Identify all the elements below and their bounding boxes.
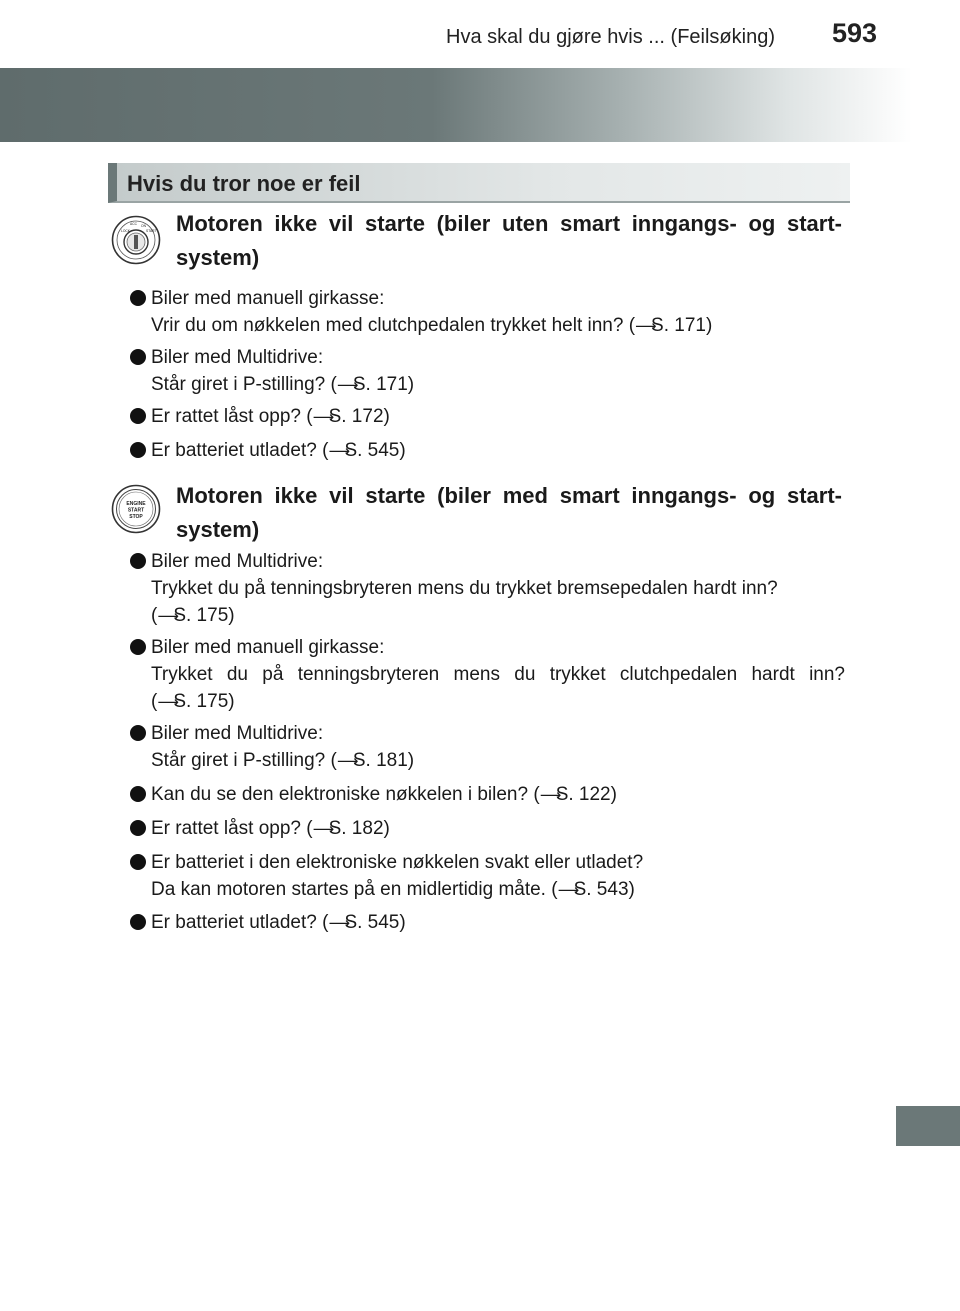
bullet-text	[151, 747, 850, 775]
icon-label-start: START	[127, 507, 145, 514]
bullet-dot	[130, 349, 146, 365]
icon-label-lock: LOCK	[121, 229, 130, 233]
list-item	[130, 403, 850, 431]
list-item	[130, 815, 850, 843]
bullet-text	[151, 876, 850, 904]
arrow-right-icon: ⟶	[539, 787, 562, 804]
bullet-text: Biler med manuell girkasse:	[151, 288, 385, 309]
topic-title	[176, 479, 842, 547]
list-item	[130, 634, 850, 716]
page-reference[interactable]: S. 545)	[344, 440, 406, 461]
chapter-side-tab	[896, 1106, 960, 1146]
bullet-text: Biler med Multidrive:	[151, 347, 324, 368]
bullet-text-part: (	[151, 605, 158, 626]
bullet-text-part: (	[151, 691, 158, 712]
list-item	[130, 344, 850, 399]
arrow-right-icon: ⟶	[336, 753, 359, 770]
arrow-right-icon: ⟶	[312, 821, 335, 838]
section-title: Hvis du tror noe er feil	[127, 171, 361, 196]
bullet-dot	[130, 408, 146, 424]
list-item	[130, 909, 850, 937]
icon-label-start: START	[146, 229, 157, 233]
bullet-text	[151, 688, 850, 716]
bullet-text: Biler med Multidrive:	[151, 723, 324, 744]
topic-title-line: system)	[176, 245, 260, 270]
bullet-text-part: Er batteriet utladet? (	[151, 440, 329, 461]
bullet-dot	[130, 725, 146, 741]
icon-label-engine: ENGINE	[126, 501, 146, 507]
bullet-text-part: Er rattet låst opp? (	[151, 818, 313, 839]
page-reference[interactable]: S. 175)	[173, 605, 235, 626]
bullet-text	[151, 602, 850, 630]
list-item	[130, 849, 850, 904]
bullet-dot	[130, 639, 146, 655]
page-reference[interactable]: S. 171)	[352, 374, 415, 395]
bullet-dot	[130, 553, 146, 569]
topic-title-line: Motoren ikke vil starte (biler med smart inngangs- og start-	[176, 483, 842, 508]
bullet-text: Trykket du på tenningsbryteren mens du trykket clutchpedalen hardt inn?	[151, 664, 845, 685]
bullet-dot	[130, 442, 146, 458]
icon-label-acc: ACC	[130, 222, 137, 226]
page-reference[interactable]: S. 172)	[328, 406, 390, 427]
page-reference[interactable]: S. 122)	[555, 784, 617, 805]
arrow-right-icon: ⟶	[336, 377, 359, 394]
page-reference[interactable]: S. 175)	[173, 691, 235, 712]
section-header	[108, 163, 850, 203]
bullet-text-part: Kan du se den elektroniske nøkkelen i bilen? (	[151, 784, 540, 805]
page-reference[interactable]: S. 181)	[352, 750, 415, 771]
arrow-right-icon: ⟶	[328, 443, 350, 460]
bullet-text-part: Da kan motoren startes på en midlertidig måte. (	[151, 879, 558, 900]
bullet-dot	[130, 786, 146, 802]
arrow-right-icon: ⟶	[635, 318, 657, 335]
bullet-text	[151, 781, 850, 809]
page-reference[interactable]: S. 182)	[328, 818, 390, 839]
icon-label-stop: STOP	[129, 514, 143, 520]
list-item	[130, 437, 850, 465]
bullet-text	[151, 371, 850, 399]
icon-label-on: ON	[141, 224, 146, 228]
page-reference[interactable]: S. 543)	[573, 879, 635, 900]
topic-title	[176, 207, 842, 275]
bullet-text	[151, 437, 850, 465]
running-header-title: Hva skal du gjøre hvis ... (Feilsøking)	[446, 26, 775, 48]
page-reference[interactable]: S. 171)	[651, 315, 713, 336]
list-item	[130, 781, 850, 809]
bullet-text: Biler med manuell girkasse:	[151, 637, 385, 658]
list-item	[130, 720, 850, 775]
bullet-text-part: Er batteriet utladet? (	[151, 912, 329, 933]
bullet-text: Biler med Multidrive:	[151, 551, 324, 572]
bullet-dot	[130, 820, 146, 836]
list-item	[130, 285, 850, 340]
topic-title-line: system)	[176, 517, 260, 542]
arrow-right-icon: ⟶	[557, 882, 580, 899]
page-reference[interactable]: S. 545)	[344, 912, 406, 933]
topic-title-line: Motoren ikke vil starte (biler uten smart inngangs- og start-	[176, 211, 842, 236]
bullet-text: Er batteriet i den elektroniske nøkkelen svakt eller utladet?	[151, 852, 644, 873]
bullet-text	[151, 312, 850, 340]
bullet-dot	[130, 854, 146, 870]
bullet-text-part: Står giret i P-stilling? (	[151, 374, 337, 395]
arrow-right-icon: ⟶	[157, 608, 179, 625]
arrow-right-icon: ⟶	[312, 409, 335, 426]
page-number: 593	[832, 18, 878, 48]
arrow-right-icon: ⟶	[328, 915, 350, 932]
bullet-text-part: Er rattet låst opp? (	[151, 406, 313, 427]
bullet-text	[151, 815, 850, 843]
bullet-text-part: Vrir du om nøkkelen med clutchpedalen trykket helt inn? (	[151, 315, 636, 336]
bullet-text: Trykket du på tenningsbryteren mens du trykket bremsepedalen hardt inn?	[151, 578, 778, 599]
bullet-text-part: Står giret i P-stilling? (	[151, 750, 337, 771]
bullet-text	[151, 909, 850, 937]
header-banner	[0, 68, 960, 142]
bullet-dot	[130, 290, 146, 306]
list-item	[130, 548, 850, 630]
engine-start-stop-button-icon	[111, 484, 161, 534]
ignition-key-switch-icon	[111, 215, 161, 265]
bullet-dot	[130, 914, 146, 930]
bullet-text	[151, 403, 850, 431]
arrow-right-icon: ⟶	[157, 694, 179, 711]
